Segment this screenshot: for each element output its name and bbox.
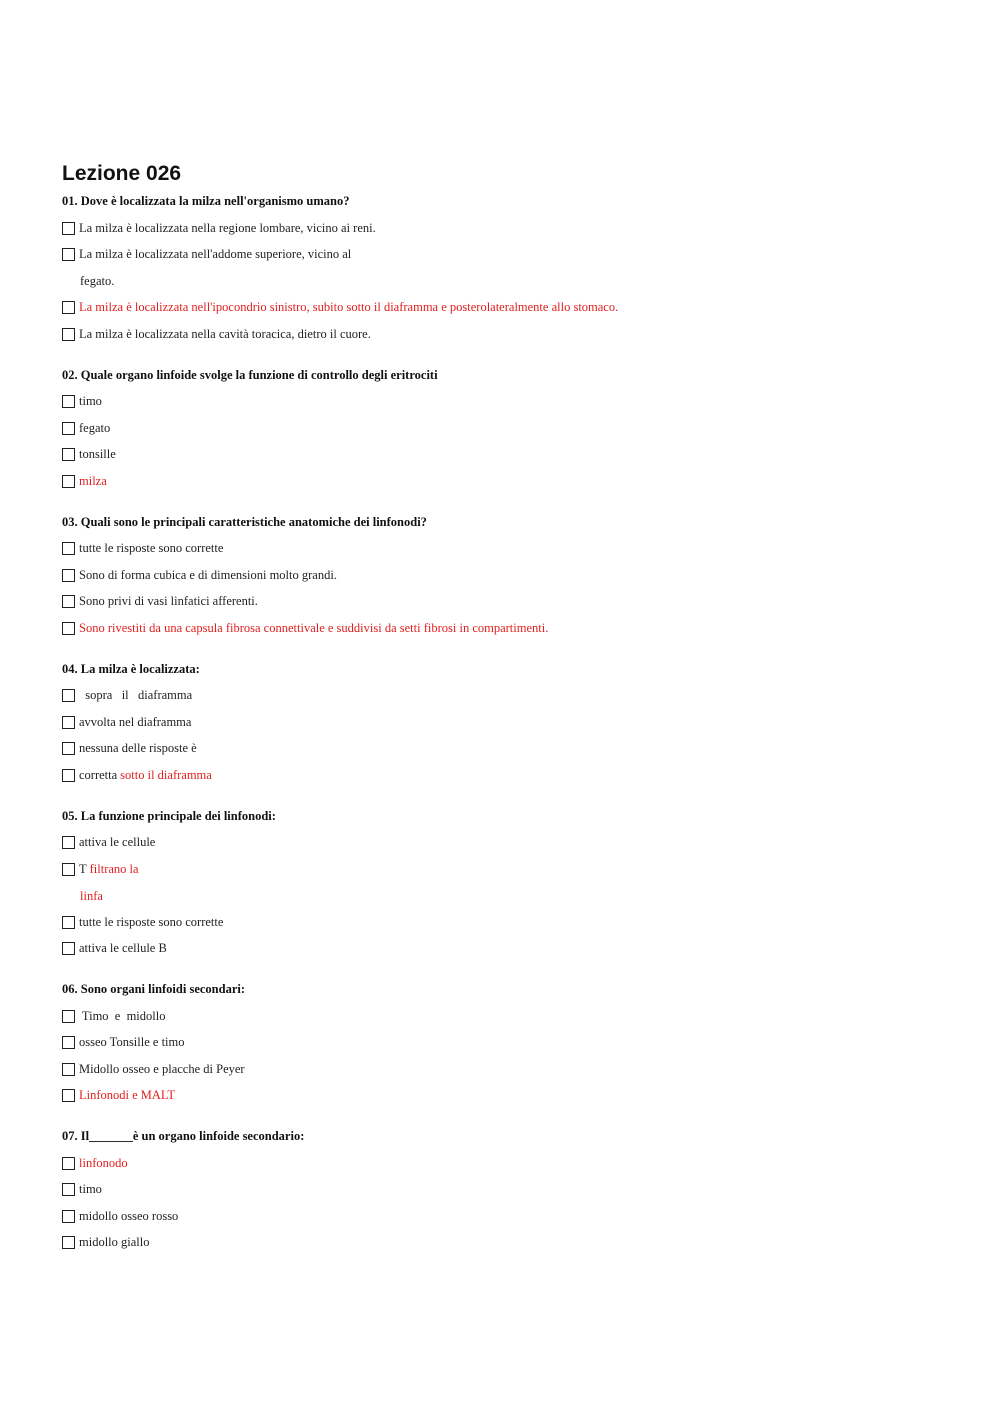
- answer-option[interactable]: [62, 683, 942, 710]
- question-02: [62, 362, 942, 495]
- option-label: attiva le cellule B: [79, 941, 167, 956]
- answer-option-correct[interactable]: [62, 468, 942, 495]
- checkbox[interactable]: [62, 716, 75, 729]
- checkbox[interactable]: [62, 1089, 75, 1102]
- option-label: T: [79, 861, 87, 876]
- checkbox[interactable]: [62, 689, 75, 702]
- checkbox[interactable]: [62, 622, 75, 635]
- answer-option[interactable]: [62, 856, 942, 883]
- checkbox[interactable]: [62, 1183, 75, 1196]
- question-07: [62, 1123, 942, 1256]
- answer-option[interactable]: [62, 936, 942, 963]
- answer-option[interactable]: [62, 215, 942, 242]
- answer-option[interactable]: [62, 562, 942, 589]
- answer-option[interactable]: [62, 736, 942, 763]
- answer-option[interactable]: [62, 1056, 942, 1083]
- option-label: Timo e midollo: [79, 1008, 166, 1023]
- option-label: sopra il diaframma: [79, 688, 193, 703]
- answer-option[interactable]: [62, 1003, 942, 1030]
- answer-option[interactable]: [62, 1177, 942, 1204]
- answer-option[interactable]: [62, 1030, 942, 1057]
- answer-option-correct[interactable]: [62, 615, 942, 642]
- option-label-continuation: fegato.: [80, 274, 115, 288]
- checkbox[interactable]: [62, 769, 75, 782]
- checkbox[interactable]: [62, 1210, 75, 1223]
- correct-answer-label: sotto il diaframma: [120, 767, 212, 782]
- option-label: tonsille: [79, 447, 116, 462]
- question-text: 07. Il_______è un organo linfoide secondario:: [62, 1129, 305, 1143]
- option-label: fegato: [79, 420, 111, 435]
- checkbox[interactable]: [62, 248, 75, 261]
- option-label: corretta: [79, 767, 118, 782]
- question-05: [62, 803, 942, 963]
- question-text: 05. La funzione principale dei linfonodi:: [62, 808, 276, 823]
- checkbox[interactable]: [62, 863, 75, 876]
- answer-option[interactable]: [62, 909, 942, 936]
- option-label: attiva le cellule: [79, 835, 156, 850]
- checkbox[interactable]: [62, 448, 75, 461]
- option-label: milza: [79, 473, 107, 488]
- answer-option[interactable]: [62, 242, 942, 269]
- answer-option[interactable]: [62, 389, 942, 416]
- checkbox[interactable]: [62, 569, 75, 582]
- option-label: Linfonodi e MALT: [79, 1088, 176, 1103]
- checkbox[interactable]: [62, 1157, 75, 1170]
- question-text: 01. Dove è localizzata la milza nell'organismo umano?: [62, 194, 350, 208]
- checkbox[interactable]: [62, 542, 75, 555]
- question-text: 04. La milza è localizzata:: [62, 661, 200, 676]
- option-label: linfonodo: [79, 1155, 128, 1170]
- option-label: La milza è localizzata nella cavità toracica, dietro il cuore.: [79, 326, 371, 341]
- question-06: [62, 976, 942, 1109]
- checkbox[interactable]: [62, 301, 75, 314]
- option-label: tutte le risposte sono corrette: [79, 541, 224, 556]
- checkbox[interactable]: [62, 1063, 75, 1076]
- checkbox[interactable]: [62, 916, 75, 929]
- checkbox[interactable]: [62, 1036, 75, 1049]
- page-title: Lezione 026: [62, 162, 182, 185]
- answer-option[interactable]: [62, 536, 942, 563]
- question-text: 06. Sono organi linfoidi secondari:: [62, 982, 246, 996]
- answer-option[interactable]: [62, 830, 942, 857]
- question-04: [62, 656, 942, 789]
- option-label: timo: [79, 394, 102, 409]
- option-label: Sono privi di vasi linfatici afferenti.: [79, 594, 258, 609]
- correct-answer-label: filtrano la: [89, 861, 139, 876]
- checkbox[interactable]: [62, 742, 75, 755]
- question-01: [62, 188, 942, 348]
- answer-option[interactable]: [62, 442, 942, 469]
- option-label: timo: [79, 1182, 102, 1197]
- option-label: nessuna delle risposte è: [79, 741, 197, 756]
- answer-option-correct[interactable]: [62, 295, 942, 322]
- checkbox[interactable]: [62, 1236, 75, 1249]
- answer-option[interactable]: [62, 415, 942, 442]
- checkbox[interactable]: [62, 222, 75, 235]
- checkbox[interactable]: [62, 422, 75, 435]
- checkbox[interactable]: [62, 395, 75, 408]
- answer-option[interactable]: [62, 321, 942, 348]
- question-03: [62, 509, 942, 642]
- answer-option[interactable]: [62, 589, 942, 616]
- checkbox[interactable]: [62, 328, 75, 341]
- answer-option[interactable]: [62, 709, 942, 736]
- checkbox[interactable]: [62, 595, 75, 608]
- option-label: tutte le risposte sono corrette: [79, 914, 224, 929]
- option-label: osseo Tonsille e timo: [79, 1035, 185, 1050]
- answer-option-correct[interactable]: [62, 1150, 942, 1177]
- quiz-page: [62, 160, 942, 1270]
- option-label: avvolta nel diaframma: [79, 714, 192, 729]
- checkbox[interactable]: [62, 1010, 75, 1023]
- answer-option[interactable]: [62, 1203, 942, 1230]
- answer-option-correct[interactable]: [62, 1083, 942, 1110]
- option-label: La milza è localizzata nell'addome superiore, vicino al: [79, 247, 352, 262]
- answer-option[interactable]: [62, 762, 942, 789]
- correct-answer-continuation: linfa: [80, 888, 103, 903]
- checkbox[interactable]: [62, 475, 75, 488]
- option-label: La milza è localizzata nell'ipocondrio sinistro, subito sotto il diaframma e posterolateralmente allo stomaco.: [79, 300, 619, 315]
- question-text: 03. Quali sono le principali caratteristiche anatomiche dei linfonodi?: [62, 514, 427, 529]
- option-label: La milza è localizzata nella regione lombare, vicino ai reni.: [79, 220, 376, 235]
- option-label: Sono rivestiti da una capsula fibrosa connettivale e suddivisi da setti fibrosi in compartimenti.: [79, 620, 549, 635]
- option-label: midollo giallo: [79, 1235, 150, 1250]
- checkbox[interactable]: [62, 942, 75, 955]
- question-text: 02. Quale organo linfoide svolge la funzione di controllo degli eritrociti: [62, 367, 438, 382]
- option-label: midollo osseo rosso: [79, 1208, 179, 1223]
- answer-option[interactable]: [62, 1230, 942, 1257]
- option-label: Sono di forma cubica e di dimensioni molto grandi.: [79, 567, 337, 582]
- checkbox[interactable]: [62, 836, 75, 849]
- option-label: Midollo osseo e placche di Peyer: [79, 1061, 245, 1076]
